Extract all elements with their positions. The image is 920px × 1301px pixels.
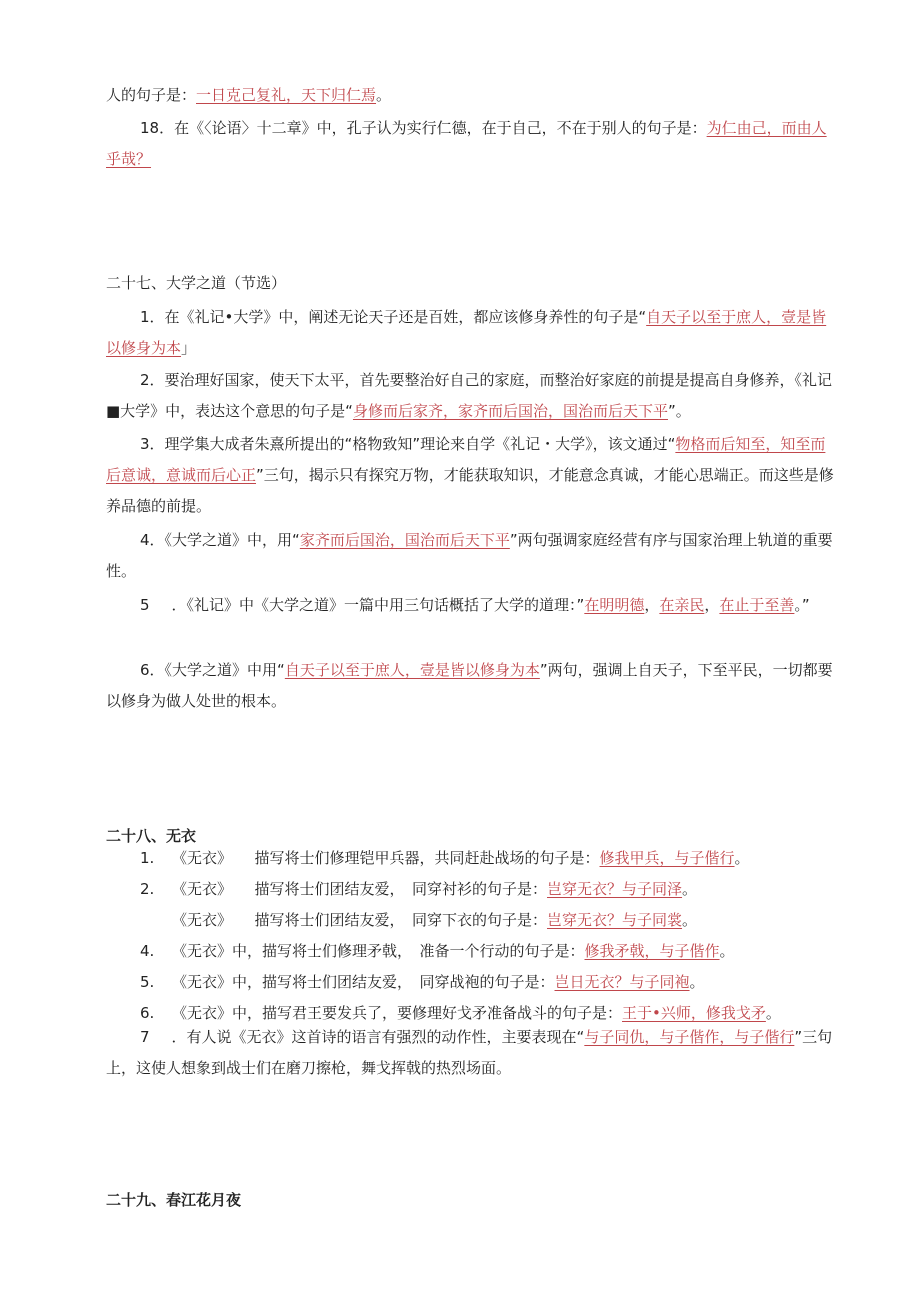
question-number: 18 bbox=[140, 119, 160, 137]
punctuation: 。 bbox=[719, 942, 735, 960]
answer-text: 一日克己复礼，天下归仁焉 bbox=[196, 86, 377, 104]
item-number: 6. bbox=[140, 1004, 155, 1022]
continuation-line bbox=[106, 80, 836, 111]
question-text: ．要治理好国家，使天下太平，首先要整治好自己的家庭，而整治好家庭的前提是提高自身修养，《礼记■大学》中，表达这个意思的句子是“ bbox=[106, 371, 833, 420]
s28-item-5 bbox=[140, 972, 840, 992]
question-text: ．《大学之道》中用“ bbox=[149, 661, 285, 679]
question-number: 2 bbox=[140, 371, 150, 389]
answer-text: 王于•兴师，修我戈矛 bbox=[622, 1004, 766, 1022]
question-text: ．理学集大成者朱熹所提出的“格物致知”理论来自学《礼记・大学》，该文通过“ bbox=[149, 435, 676, 453]
question-text-tail: ”三句上，这使人想象到战士们在磨刀擦枪，舞戈挥戟的热烈场面。 bbox=[106, 1028, 833, 1077]
question-18 bbox=[106, 113, 836, 175]
s28-item-6 bbox=[140, 1003, 840, 1023]
s28-item-4 bbox=[140, 941, 840, 961]
punctuation: ”。 bbox=[667, 402, 691, 420]
question-number: 3 bbox=[140, 435, 150, 453]
answer-text: 自天子以至于庶人，壹是皆以修身为本 bbox=[106, 308, 827, 357]
question-text: ．有人说《无衣》这首诗的语言有强烈的动作性，主要表现在“ bbox=[171, 1028, 585, 1046]
answer-text: 与子同仇，与子偕作，与子偕行 bbox=[584, 1028, 795, 1046]
punctuation: 。 bbox=[734, 849, 750, 867]
s28-item-2 bbox=[140, 879, 840, 899]
punctuation: 。 bbox=[376, 86, 392, 104]
section-title-27: 二十七、大学之道（节选） bbox=[106, 274, 287, 292]
question-number: 1 bbox=[140, 308, 150, 326]
punctuation: 。 bbox=[765, 1004, 781, 1022]
punctuation: 。 bbox=[682, 911, 698, 929]
question-text: ．《大学之道》中，用“ bbox=[149, 531, 300, 549]
section-title-28: 二十八、无衣 bbox=[106, 827, 197, 845]
question-text: ．在《礼记•大学》中，阐述无论天子还是百姓，都应该修身养性的句子是“ bbox=[149, 308, 647, 326]
question-number: 6 bbox=[140, 661, 150, 679]
answer-text: 自天子以至于庶人，壹是皆以修身为本 bbox=[284, 661, 540, 679]
answer-text-2: 在亲民 bbox=[659, 596, 705, 614]
s27-question-4 bbox=[106, 525, 836, 587]
s28-item-1 bbox=[140, 848, 840, 868]
answer-text: 岂穿无衣？与子同泽 bbox=[547, 880, 683, 898]
item-number: 4. bbox=[140, 942, 155, 960]
item-number: 1. bbox=[140, 849, 155, 867]
answer-text-3: 在止于至善 bbox=[719, 596, 795, 614]
question-text: 《无衣》 描写将士们团结友爱， 同穿衬衫的句子是： bbox=[172, 880, 548, 898]
item-number: 5. bbox=[140, 973, 155, 991]
question-text: ．在《〈论语〉十二章》中，孔子认为实行仁德，在于自己，不在于别人的句子是： bbox=[159, 119, 707, 137]
punctuation: 。” bbox=[794, 596, 810, 614]
punctuation: 。 bbox=[689, 973, 705, 991]
answer-text: 岂日无衣？与子同袍 bbox=[554, 973, 690, 991]
question-text: 《无衣》 描写将士们团结友爱， 同穿下衣的句子是： bbox=[172, 911, 548, 929]
separator: ， bbox=[704, 596, 720, 614]
question-number: 7 bbox=[140, 1028, 150, 1046]
s27-question-1 bbox=[106, 302, 836, 364]
s27-question-5 bbox=[106, 590, 836, 621]
question-text-tail: ”两句，强调上自天子，下至平民，一切都要以修身为做人处世的根本。 bbox=[106, 661, 833, 710]
answer-text: 为仁由己，而由人乎哉？ bbox=[106, 119, 827, 168]
s27-question-3 bbox=[106, 429, 836, 522]
section-title-29: 二十九、春江花月夜 bbox=[106, 1191, 242, 1209]
answer-text: 家齐而后国治，国治而后天下平 bbox=[299, 531, 510, 549]
answer-text-1: 在明明德 bbox=[584, 596, 645, 614]
answer-text: 物格而后知至，知至而后意诚，意诚而后心正 bbox=[106, 435, 826, 484]
answer-text: 修我矛戟，与子偕作 bbox=[584, 942, 720, 960]
s28-question-7 bbox=[106, 1022, 836, 1084]
punctuation: 」 bbox=[181, 339, 197, 357]
question-text: 《无衣》中，描写将士们团结友爱， 同穿战袍的句子是： bbox=[172, 973, 555, 991]
question-text: 《无衣》 描写将士们修理铠甲兵器，共同赶赴战场的句子是： bbox=[172, 849, 600, 867]
answer-text: 修我甲兵，与子偕行 bbox=[599, 849, 735, 867]
s27-question-6 bbox=[106, 655, 836, 717]
question-text: 《无衣》中，描写君王要发兵了，要修理好戈矛准备战斗的句子是： bbox=[172, 1004, 623, 1022]
separator: ， bbox=[644, 596, 660, 614]
s28-item-3 bbox=[140, 910, 840, 930]
question-text: 人的句子是： bbox=[106, 86, 197, 104]
punctuation: 。 bbox=[682, 880, 698, 898]
question-number: 4 bbox=[140, 531, 150, 549]
item-number: 2. bbox=[140, 880, 155, 898]
question-text: 《无衣》中，描写将士们修理矛戟， 准备一个行动的句子是： bbox=[172, 942, 585, 960]
question-text-tail: ”三句，揭示只有探究万物，才能获取知识，才能意念真诚，才能心思端正。而这些是修养品德的前提。 bbox=[106, 466, 834, 515]
s27-question-2 bbox=[106, 365, 836, 427]
answer-text: 身修而后家齐，家齐而后国治，国治而后天下平 bbox=[352, 402, 668, 420]
question-number: 5 bbox=[140, 596, 150, 614]
question-text-tail: ”两句强调家庭经营有序与国家治理上轨道的重要性。 bbox=[106, 531, 833, 580]
question-text: ．《礼记》中《大学之道》一篇中用三句话概括了大学的道理：” bbox=[171, 596, 585, 614]
answer-text: 岂穿无衣？与子同裳 bbox=[547, 911, 683, 929]
